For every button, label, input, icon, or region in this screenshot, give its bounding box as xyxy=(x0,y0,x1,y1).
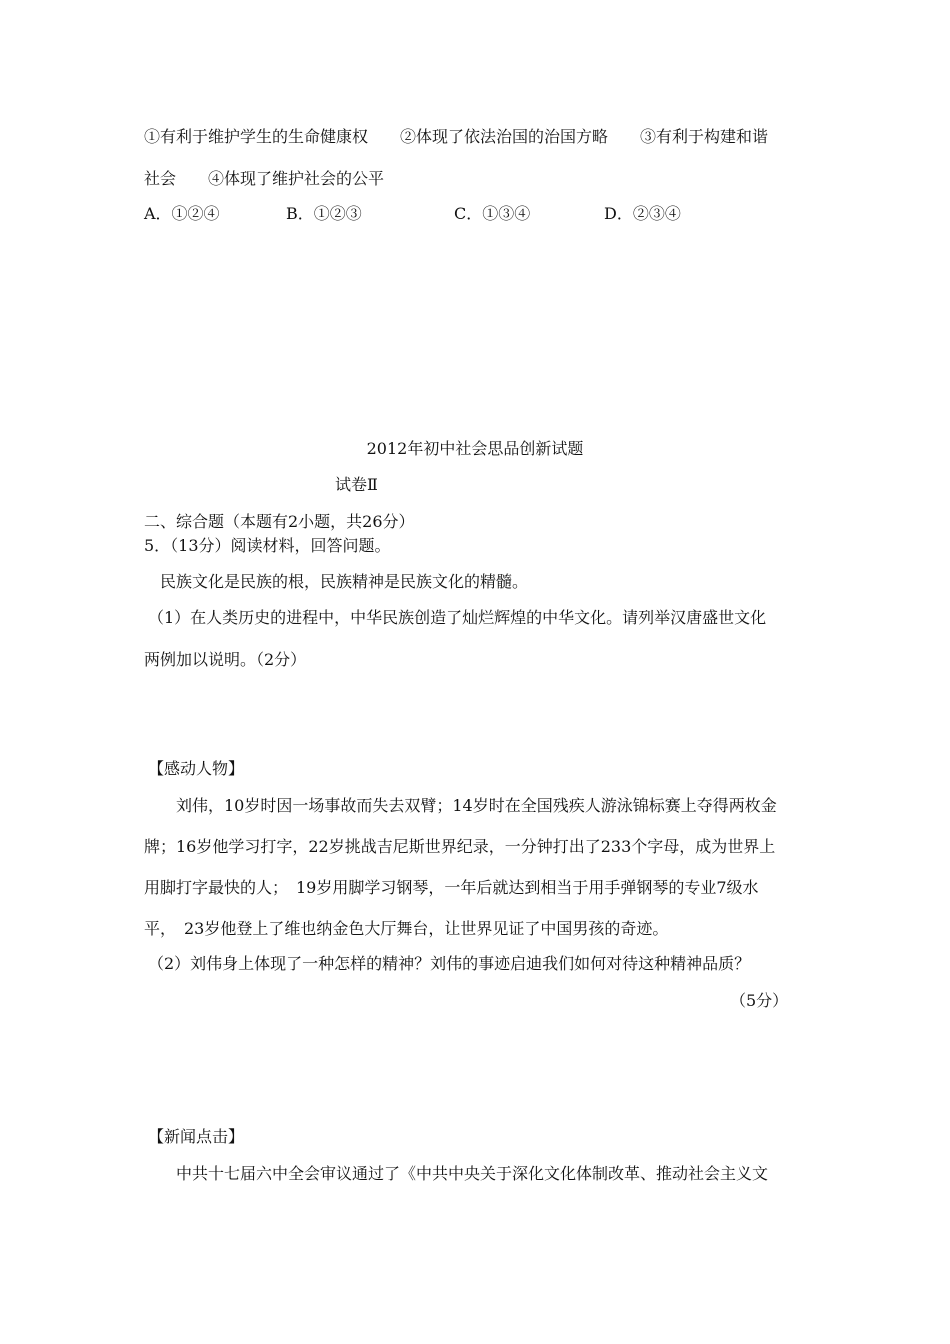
news-line-1: 中共十七届六中全会审议通过了《中共中央关于深化文化体制改革、推动社会主义文 xyxy=(176,1164,769,1183)
section-heading: 二、综合题（本题有2小题，共26分） xyxy=(144,512,415,531)
moving-line-3: 用脚打字最快的人； 19岁用脚学习钢琴，一年后就达到相当于用手弹钢琴的专业7级水 xyxy=(144,878,759,897)
paper-subtitle: 试卷Ⅱ xyxy=(335,475,378,494)
q5-sub2-points: （5分） xyxy=(730,991,789,1010)
q4-statements-line1: ①有利于维护学生的生命健康权 ②体现了依法治国的治国方略 ③有利于构建和谐 xyxy=(144,127,769,146)
news-heading: 【新闻点击】 xyxy=(148,1127,245,1146)
moving-heading: 【感动人物】 xyxy=(148,759,245,778)
q5-sub2-question: （2）刘伟身上体现了一种怎样的精神？刘伟的事迹启迪我们如何对待这种精神品质？ xyxy=(148,954,751,973)
option-a: A．①②④ xyxy=(144,204,220,223)
option-d: D．②③④ xyxy=(604,204,681,223)
paper-title: 2012年初中社会思品创新试题 xyxy=(366,439,584,458)
moving-line-1: 刘伟，10岁时因一场事故而失去双臂；14岁时在全国残疾人游泳锦标赛上夺得两枚金 xyxy=(176,796,777,815)
option-b: B．①②③ xyxy=(286,204,362,223)
option-c: C．①③④ xyxy=(454,204,531,223)
q5-intro: 民族文化是民族的根，民族精神是民族文化的精髓。 xyxy=(160,572,529,591)
q5-sub1-line2: 两例加以说明。（2分） xyxy=(144,650,307,669)
moving-line-4: 平， 23岁他登上了维也纳金色大厅舞台，让世界见证了中国男孩的奇迹。 xyxy=(144,919,669,938)
q4-statements-line2: 社会 ④体现了维护社会的公平 xyxy=(144,169,385,188)
moving-line-2: 牌；16岁他学习打字，22岁挑战吉尼斯世界纪录，一分钟打出了233个字母，成为世界上 xyxy=(144,837,776,856)
q5-sub1-line1: （1）在人类历史的进程中，中华民族创造了灿烂辉煌的中华文化。请列举汉唐盛世文化 xyxy=(148,608,767,627)
q5-header: 5．（13分）阅读材料，回答问题。 xyxy=(144,536,391,555)
